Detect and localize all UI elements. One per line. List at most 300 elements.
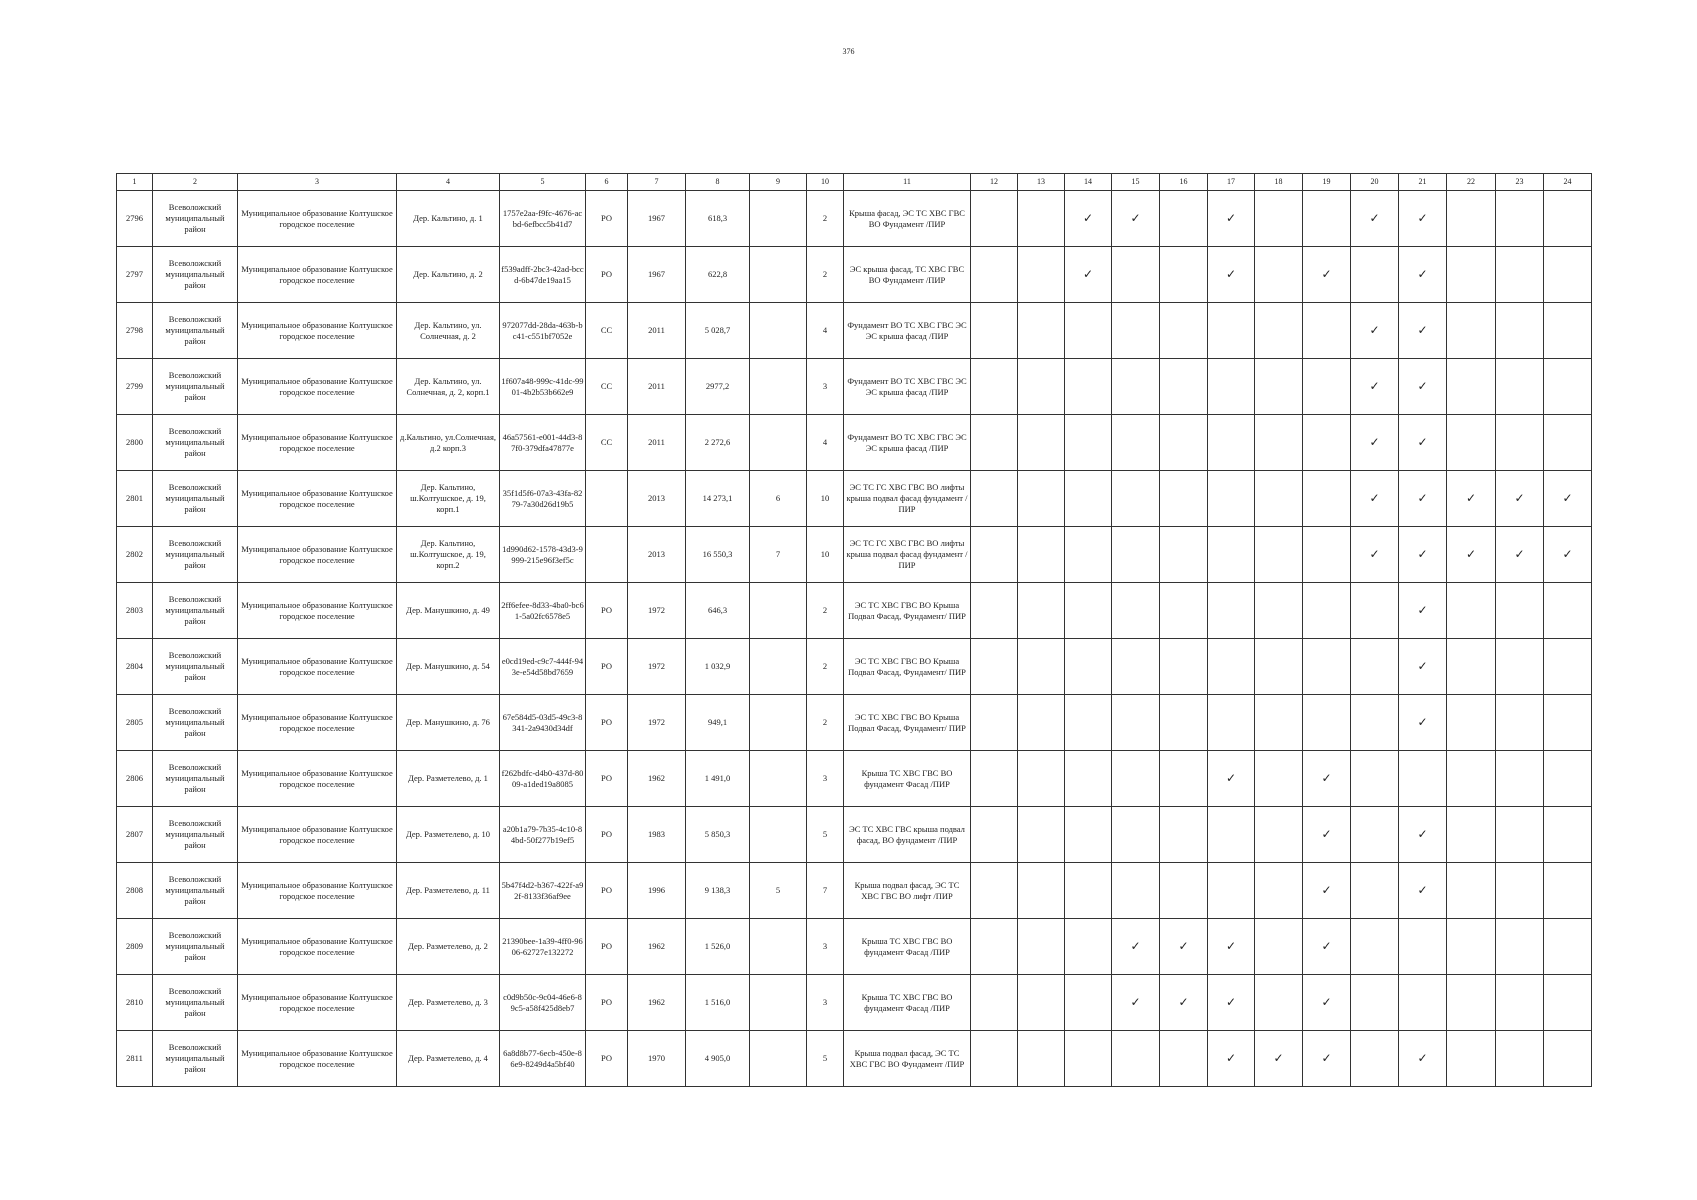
checkmark-icon: ✓ xyxy=(1369,434,1380,449)
table-row xyxy=(117,639,1592,695)
work-mark-cell-17 xyxy=(1208,191,1255,247)
work-mark-cell-23 xyxy=(1496,415,1544,471)
works-list-cell: ЭС ТС ГС ХВС ГВС ВО лифты крыша подвал фасад фундамент /ПИР xyxy=(844,527,971,583)
year-cell: 1983 xyxy=(628,807,686,863)
type-cell: РО xyxy=(586,247,628,303)
work-mark-cell-20 xyxy=(1351,583,1399,639)
work-mark-cell-14 xyxy=(1065,919,1112,975)
work-mark-cell-15 xyxy=(1112,191,1160,247)
address-cell: Дер. Манушкино, д. 54 xyxy=(397,639,500,695)
work-mark-cell-18 xyxy=(1255,919,1303,975)
checkmark-icon: ✓ xyxy=(1082,210,1094,225)
work-mark-cell-16 xyxy=(1160,583,1208,639)
column-9-cell xyxy=(750,639,807,695)
type-cell: РО xyxy=(586,191,628,247)
column-9-cell xyxy=(750,247,807,303)
district-cell: Всеволожский муниципальный район xyxy=(153,415,238,471)
row-number-cell: 2801 xyxy=(117,471,153,527)
row-number-cell: 2808 xyxy=(117,863,153,919)
work-mark-cell-19 xyxy=(1303,751,1351,807)
column-10-cell: 7 xyxy=(807,863,844,919)
work-mark-cell-22 xyxy=(1447,191,1496,247)
works-list-cell: ЭС ТС ХВС ГВС ВО Крыша Подвал Фасад, Фундамент/ ПИР xyxy=(844,695,971,751)
area-cell: 949,1 xyxy=(686,695,750,751)
municipality-cell: Муниципальное образование Колтушское городское поселение xyxy=(238,863,397,919)
work-mark-cell-21 xyxy=(1399,247,1447,303)
checkmark-icon: ✓ xyxy=(1225,938,1237,953)
municipality-cell: Муниципальное образование Колтушское городское поселение xyxy=(238,1031,397,1087)
work-mark-cell-19 xyxy=(1303,695,1351,751)
work-mark-cell-23 xyxy=(1496,247,1544,303)
area-cell: 1 516,0 xyxy=(686,975,750,1031)
work-mark-cell-16 xyxy=(1160,919,1208,975)
house-code-cell: a20b1a79-7b35-4c10-84bd-50f277b19ef5 xyxy=(500,807,586,863)
column-9-cell: 5 xyxy=(750,863,807,919)
work-mark-cell-20 xyxy=(1351,639,1399,695)
house-code-cell: 21390bee-1a39-4ff0-9606-62727e132272 xyxy=(500,919,586,975)
work-mark-cell-12 xyxy=(971,471,1018,527)
table-row xyxy=(117,191,1592,247)
year-cell: 2011 xyxy=(628,415,686,471)
work-mark-cell-15 xyxy=(1112,863,1160,919)
house-code-cell: 5b47f4d2-b367-422f-a92f-8133f36af9ee xyxy=(500,863,586,919)
work-mark-cell-23 xyxy=(1496,975,1544,1031)
municipality-cell: Муниципальное образование Колтушское городское поселение xyxy=(238,303,397,359)
checkmark-icon: ✓ xyxy=(1417,266,1428,281)
work-mark-cell-17 xyxy=(1208,583,1255,639)
type-cell: РО xyxy=(586,863,628,919)
checkmark-icon: ✓ xyxy=(1225,770,1237,785)
type-cell: РО xyxy=(586,639,628,695)
address-cell: Дер. Разметелево, д. 2 xyxy=(397,919,500,975)
work-mark-cell-15 xyxy=(1112,247,1160,303)
column-header-11: 11 xyxy=(844,174,971,191)
work-mark-cell-16 xyxy=(1160,695,1208,751)
checkmark-icon: ✓ xyxy=(1273,1050,1284,1065)
works-list-cell: ЭС крыша фасад, ТС ХВС ГВС ВО Фундамент /ПИР xyxy=(844,247,971,303)
table-row xyxy=(117,751,1592,807)
type-cell: РО xyxy=(586,583,628,639)
work-mark-cell-14 xyxy=(1065,975,1112,1031)
column-header-2: 2 xyxy=(153,174,238,191)
work-mark-cell-20 xyxy=(1351,471,1399,527)
works-list-cell: ЭС ТС ГС ХВС ГВС ВО лифты крыша подвал фасад фундамент /ПИР xyxy=(844,471,971,527)
column-9-cell xyxy=(750,975,807,1031)
work-mark-cell-21 xyxy=(1399,303,1447,359)
work-mark-cell-19 xyxy=(1303,639,1351,695)
work-mark-cell-16 xyxy=(1160,975,1208,1031)
checkmark-icon: ✓ xyxy=(1225,210,1237,225)
checkmark-icon: ✓ xyxy=(1178,938,1189,953)
work-mark-cell-12 xyxy=(971,751,1018,807)
table-row xyxy=(117,359,1592,415)
works-list-cell: Крыша подвал фасад, ЭС ТС ХВС ГВС ВО лифт /ПИР xyxy=(844,863,971,919)
work-mark-cell-21 xyxy=(1399,583,1447,639)
column-header-10: 10 xyxy=(807,174,844,191)
checkmark-icon: ✓ xyxy=(1321,938,1332,953)
work-mark-cell-24 xyxy=(1544,807,1592,863)
district-cell: Всеволожский муниципальный район xyxy=(153,807,238,863)
work-mark-cell-22 xyxy=(1447,247,1496,303)
municipality-cell: Муниципальное образование Колтушское городское поселение xyxy=(238,527,397,583)
work-mark-cell-13 xyxy=(1018,751,1065,807)
table-row xyxy=(117,583,1592,639)
work-mark-cell-14 xyxy=(1065,303,1112,359)
table-row xyxy=(117,303,1592,359)
municipality-cell: Муниципальное образование Колтушское городское поселение xyxy=(238,191,397,247)
work-mark-cell-18 xyxy=(1255,695,1303,751)
work-mark-cell-15 xyxy=(1112,359,1160,415)
year-cell: 1970 xyxy=(628,1031,686,1087)
year-cell: 1996 xyxy=(628,863,686,919)
work-mark-cell-14 xyxy=(1065,583,1112,639)
checkmark-icon: ✓ xyxy=(1082,266,1094,281)
house-code-cell: 972077dd-28da-463b-bc41-c551bf7052e xyxy=(500,303,586,359)
column-header-16: 16 xyxy=(1160,174,1208,191)
house-code-cell: f539adff-2bc3-42ad-bccd-6b47de19aa15 xyxy=(500,247,586,303)
district-cell: Всеволожский муниципальный район xyxy=(153,471,238,527)
work-mark-cell-12 xyxy=(971,863,1018,919)
work-mark-cell-23 xyxy=(1496,919,1544,975)
work-mark-cell-24 xyxy=(1544,639,1592,695)
work-mark-cell-12 xyxy=(971,919,1018,975)
work-mark-cell-24 xyxy=(1544,863,1592,919)
work-mark-cell-12 xyxy=(971,247,1018,303)
checkmark-icon: ✓ xyxy=(1130,938,1141,953)
work-mark-cell-17 xyxy=(1208,919,1255,975)
area-cell: 16 550,3 xyxy=(686,527,750,583)
work-mark-cell-16 xyxy=(1160,751,1208,807)
checkmark-icon: ✓ xyxy=(1369,378,1380,393)
work-mark-cell-24 xyxy=(1544,919,1592,975)
work-mark-cell-16 xyxy=(1160,471,1208,527)
work-mark-cell-22 xyxy=(1447,807,1496,863)
work-mark-cell-12 xyxy=(971,695,1018,751)
municipality-cell: Муниципальное образование Колтушское городское поселение xyxy=(238,583,397,639)
area-cell: 2 272,6 xyxy=(686,415,750,471)
type-cell: РО xyxy=(586,975,628,1031)
checkmark-icon: ✓ xyxy=(1369,490,1380,505)
house-code-cell: 6a8d8b77-6ecb-450e-86e9-8249d4a5bf40 xyxy=(500,1031,586,1087)
work-mark-cell-14 xyxy=(1065,359,1112,415)
year-cell: 2011 xyxy=(628,359,686,415)
work-mark-cell-23 xyxy=(1496,639,1544,695)
work-mark-cell-17 xyxy=(1208,975,1255,1031)
district-cell: Всеволожский муниципальный район xyxy=(153,191,238,247)
table-row xyxy=(117,247,1592,303)
work-mark-cell-13 xyxy=(1018,471,1065,527)
row-number-cell: 2804 xyxy=(117,639,153,695)
row-number-cell: 2797 xyxy=(117,247,153,303)
table-row xyxy=(117,1031,1592,1087)
work-mark-cell-15 xyxy=(1112,919,1160,975)
type-cell: РО xyxy=(586,695,628,751)
column-header-23: 23 xyxy=(1496,174,1544,191)
column-header-5: 5 xyxy=(500,174,586,191)
work-mark-cell-14 xyxy=(1065,191,1112,247)
work-mark-cell-15 xyxy=(1112,807,1160,863)
work-mark-cell-22 xyxy=(1447,639,1496,695)
house-code-cell: 1757e2aa-f9fc-4676-acbd-6efbcc5b41d7 xyxy=(500,191,586,247)
checkmark-icon: ✓ xyxy=(1417,602,1428,617)
work-mark-cell-19 xyxy=(1303,583,1351,639)
work-mark-cell-17 xyxy=(1208,863,1255,919)
house-code-cell: e0cd19ed-c9c7-444f-943e-e54d58bd7659 xyxy=(500,639,586,695)
municipality-cell: Муниципальное образование Колтушское городское поселение xyxy=(238,919,397,975)
type-cell: СС xyxy=(586,359,628,415)
work-mark-cell-15 xyxy=(1112,303,1160,359)
type-cell: СС xyxy=(586,415,628,471)
checkmark-icon: ✓ xyxy=(1321,770,1332,785)
work-mark-cell-20 xyxy=(1351,751,1399,807)
area-cell: 5 850,3 xyxy=(686,807,750,863)
district-cell: Всеволожский муниципальный район xyxy=(153,359,238,415)
row-number-cell: 2809 xyxy=(117,919,153,975)
work-mark-cell-19 xyxy=(1303,919,1351,975)
district-cell: Всеволожский муниципальный район xyxy=(153,527,238,583)
works-list-cell: ЭС ТС ХВС ГВС крыша подвал фасад, ВО фундамент /ПИР xyxy=(844,807,971,863)
work-mark-cell-23 xyxy=(1496,1031,1544,1087)
column-9-cell xyxy=(750,807,807,863)
work-mark-cell-21 xyxy=(1399,751,1447,807)
work-mark-cell-24 xyxy=(1544,471,1592,527)
district-cell: Всеволожский муниципальный район xyxy=(153,1031,238,1087)
table-row xyxy=(117,415,1592,471)
work-mark-cell-20 xyxy=(1351,527,1399,583)
work-mark-cell-24 xyxy=(1544,1031,1592,1087)
work-mark-cell-20 xyxy=(1351,359,1399,415)
table-row xyxy=(117,863,1592,919)
address-cell: д.Кальтино, ул.Солнечная, д.2 корп.3 xyxy=(397,415,500,471)
work-mark-cell-23 xyxy=(1496,807,1544,863)
work-mark-cell-24 xyxy=(1544,247,1592,303)
checkmark-icon: ✓ xyxy=(1465,546,1477,561)
work-mark-cell-20 xyxy=(1351,303,1399,359)
work-mark-cell-23 xyxy=(1496,359,1544,415)
work-mark-cell-19 xyxy=(1303,863,1351,919)
address-cell: Дер. Разметелево, д. 10 xyxy=(397,807,500,863)
municipality-cell: Муниципальное образование Колтушское городское поселение xyxy=(238,695,397,751)
column-10-cell: 4 xyxy=(807,415,844,471)
work-mark-cell-23 xyxy=(1496,583,1544,639)
house-code-cell: 46a57561-e001-44d3-87f0-379dfa47877e xyxy=(500,415,586,471)
area-cell: 14 273,1 xyxy=(686,471,750,527)
address-cell: Дер. Разметелево, д. 1 xyxy=(397,751,500,807)
checkmark-icon: ✓ xyxy=(1130,210,1141,225)
column-10-cell: 10 xyxy=(807,471,844,527)
work-mark-cell-14 xyxy=(1065,751,1112,807)
column-10-cell: 5 xyxy=(807,807,844,863)
work-mark-cell-21 xyxy=(1399,527,1447,583)
checkmark-icon: ✓ xyxy=(1321,266,1332,281)
works-list-cell: Фундамент ВО ТС ХВС ГВС ЭС ЭС крыша фасад /ПИР xyxy=(844,359,971,415)
column-header-15: 15 xyxy=(1112,174,1160,191)
column-9-cell xyxy=(750,583,807,639)
work-mark-cell-13 xyxy=(1018,863,1065,919)
municipality-cell: Муниципальное образование Колтушское городское поселение xyxy=(238,639,397,695)
municipality-cell: Муниципальное образование Колтушское городское поселение xyxy=(238,751,397,807)
works-list-cell: Крыша фасад, ЭС ТС ХВС ГВС ВО Фундамент /ПИР xyxy=(844,191,971,247)
column-header-14: 14 xyxy=(1065,174,1112,191)
column-9-cell: 7 xyxy=(750,527,807,583)
work-mark-cell-22 xyxy=(1447,975,1496,1031)
column-header-13: 13 xyxy=(1018,174,1065,191)
work-mark-cell-21 xyxy=(1399,807,1447,863)
checkmark-icon: ✓ xyxy=(1369,210,1380,225)
work-mark-cell-22 xyxy=(1447,583,1496,639)
work-mark-cell-18 xyxy=(1255,247,1303,303)
work-mark-cell-22 xyxy=(1447,1031,1496,1087)
work-mark-cell-13 xyxy=(1018,919,1065,975)
work-mark-cell-15 xyxy=(1112,527,1160,583)
work-mark-cell-20 xyxy=(1351,247,1399,303)
work-mark-cell-22 xyxy=(1447,919,1496,975)
work-mark-cell-13 xyxy=(1018,527,1065,583)
work-mark-cell-15 xyxy=(1112,415,1160,471)
area-cell: 1 526,0 xyxy=(686,919,750,975)
district-cell: Всеволожский муниципальный район xyxy=(153,247,238,303)
work-mark-cell-18 xyxy=(1255,751,1303,807)
column-10-cell: 4 xyxy=(807,303,844,359)
address-cell: Дер. Кальтино, ш.Колтушское, д. 19, корп.1 xyxy=(397,471,500,527)
row-number-cell: 2803 xyxy=(117,583,153,639)
type-cell xyxy=(586,471,628,527)
work-mark-cell-23 xyxy=(1496,751,1544,807)
work-mark-cell-12 xyxy=(971,359,1018,415)
work-mark-cell-17 xyxy=(1208,527,1255,583)
work-mark-cell-13 xyxy=(1018,975,1065,1031)
work-mark-cell-17 xyxy=(1208,751,1255,807)
column-header-4: 4 xyxy=(397,174,500,191)
works-list-cell: ЭС ТС ХВС ГВС ВО Крыша Подвал Фасад, Фундамент/ ПИР xyxy=(844,639,971,695)
work-mark-cell-22 xyxy=(1447,695,1496,751)
column-header-1: 1 xyxy=(117,174,153,191)
row-number-cell: 2802 xyxy=(117,527,153,583)
checkmark-icon: ✓ xyxy=(1514,490,1525,505)
checkmark-icon: ✓ xyxy=(1369,322,1380,337)
header-row xyxy=(117,174,1592,191)
column-10-cell: 2 xyxy=(807,191,844,247)
works-list-cell: ЭС ТС ХВС ГВС ВО Крыша Подвал Фасад, Фундамент/ ПИР xyxy=(844,583,971,639)
district-cell: Всеволожский муниципальный район xyxy=(153,583,238,639)
work-mark-cell-12 xyxy=(971,303,1018,359)
work-mark-cell-21 xyxy=(1399,919,1447,975)
type-cell: РО xyxy=(586,919,628,975)
work-mark-cell-21 xyxy=(1399,863,1447,919)
municipality-cell: Муниципальное образование Колтушское городское поселение xyxy=(238,807,397,863)
work-mark-cell-16 xyxy=(1160,191,1208,247)
year-cell: 1972 xyxy=(628,639,686,695)
table-body xyxy=(117,191,1592,1087)
column-header-3: 3 xyxy=(238,174,397,191)
work-mark-cell-12 xyxy=(971,191,1018,247)
work-mark-cell-19 xyxy=(1303,975,1351,1031)
row-number-cell: 2798 xyxy=(117,303,153,359)
work-mark-cell-20 xyxy=(1351,191,1399,247)
column-10-cell: 2 xyxy=(807,247,844,303)
work-mark-cell-16 xyxy=(1160,807,1208,863)
type-cell: РО xyxy=(586,1031,628,1087)
column-9-cell xyxy=(750,359,807,415)
work-mark-cell-16 xyxy=(1160,359,1208,415)
column-10-cell: 3 xyxy=(807,359,844,415)
column-header-17: 17 xyxy=(1208,174,1255,191)
work-mark-cell-20 xyxy=(1351,919,1399,975)
work-mark-cell-13 xyxy=(1018,303,1065,359)
work-mark-cell-23 xyxy=(1496,471,1544,527)
page-number: 376 xyxy=(842,47,855,56)
work-mark-cell-24 xyxy=(1544,975,1592,1031)
address-cell: Дер. Разметелево, д. 3 xyxy=(397,975,500,1031)
row-number-cell: 2811 xyxy=(117,1031,153,1087)
work-mark-cell-18 xyxy=(1255,1031,1303,1087)
area-cell: 5 028,7 xyxy=(686,303,750,359)
work-mark-cell-19 xyxy=(1303,807,1351,863)
column-header-19: 19 xyxy=(1303,174,1351,191)
work-mark-cell-15 xyxy=(1112,695,1160,751)
work-mark-cell-16 xyxy=(1160,527,1208,583)
work-mark-cell-16 xyxy=(1160,415,1208,471)
work-mark-cell-17 xyxy=(1208,695,1255,751)
work-mark-cell-20 xyxy=(1351,975,1399,1031)
year-cell: 2013 xyxy=(628,471,686,527)
table-row xyxy=(117,807,1592,863)
column-10-cell: 3 xyxy=(807,919,844,975)
work-mark-cell-21 xyxy=(1399,695,1447,751)
row-number-cell: 2806 xyxy=(117,751,153,807)
column-header-24: 24 xyxy=(1544,174,1592,191)
checkmark-icon: ✓ xyxy=(1417,658,1428,673)
checkmark-icon: ✓ xyxy=(1562,546,1573,561)
district-cell: Всеволожский муниципальный район xyxy=(153,919,238,975)
row-number-cell: 2799 xyxy=(117,359,153,415)
column-9-cell xyxy=(750,415,807,471)
work-mark-cell-15 xyxy=(1112,471,1160,527)
work-mark-cell-13 xyxy=(1018,247,1065,303)
work-mark-cell-18 xyxy=(1255,639,1303,695)
work-mark-cell-16 xyxy=(1160,247,1208,303)
work-mark-cell-18 xyxy=(1255,527,1303,583)
work-mark-cell-22 xyxy=(1447,751,1496,807)
work-mark-cell-24 xyxy=(1544,751,1592,807)
work-mark-cell-13 xyxy=(1018,415,1065,471)
work-mark-cell-21 xyxy=(1399,471,1447,527)
works-list-cell: Фундамент ВО ТС ХВС ГВС ЭС ЭС крыша фасад /ПИР xyxy=(844,415,971,471)
checkmark-icon: ✓ xyxy=(1417,490,1428,505)
work-mark-cell-13 xyxy=(1018,807,1065,863)
work-mark-cell-20 xyxy=(1351,695,1399,751)
address-cell: Дер. Манушкино, д. 49 xyxy=(397,583,500,639)
row-number-cell: 2807 xyxy=(117,807,153,863)
column-header-20: 20 xyxy=(1351,174,1399,191)
area-cell: 4 905,0 xyxy=(686,1031,750,1087)
work-mark-cell-23 xyxy=(1496,863,1544,919)
checkmark-icon: ✓ xyxy=(1369,546,1380,561)
house-code-cell: f262bdfc-d4b0-437d-8009-a1ded19a8085 xyxy=(500,751,586,807)
work-mark-cell-18 xyxy=(1255,359,1303,415)
work-mark-cell-14 xyxy=(1065,527,1112,583)
house-code-cell: c0d9b50c-9c04-46e6-89c5-a58f425d8eb7 xyxy=(500,975,586,1031)
column-9-cell: 6 xyxy=(750,471,807,527)
checkmark-icon: ✓ xyxy=(1178,994,1189,1009)
table-row xyxy=(117,919,1592,975)
work-mark-cell-15 xyxy=(1112,583,1160,639)
work-mark-cell-16 xyxy=(1160,303,1208,359)
work-mark-cell-18 xyxy=(1255,471,1303,527)
checkmark-icon: ✓ xyxy=(1417,378,1428,393)
work-mark-cell-18 xyxy=(1255,807,1303,863)
work-mark-cell-24 xyxy=(1544,415,1592,471)
